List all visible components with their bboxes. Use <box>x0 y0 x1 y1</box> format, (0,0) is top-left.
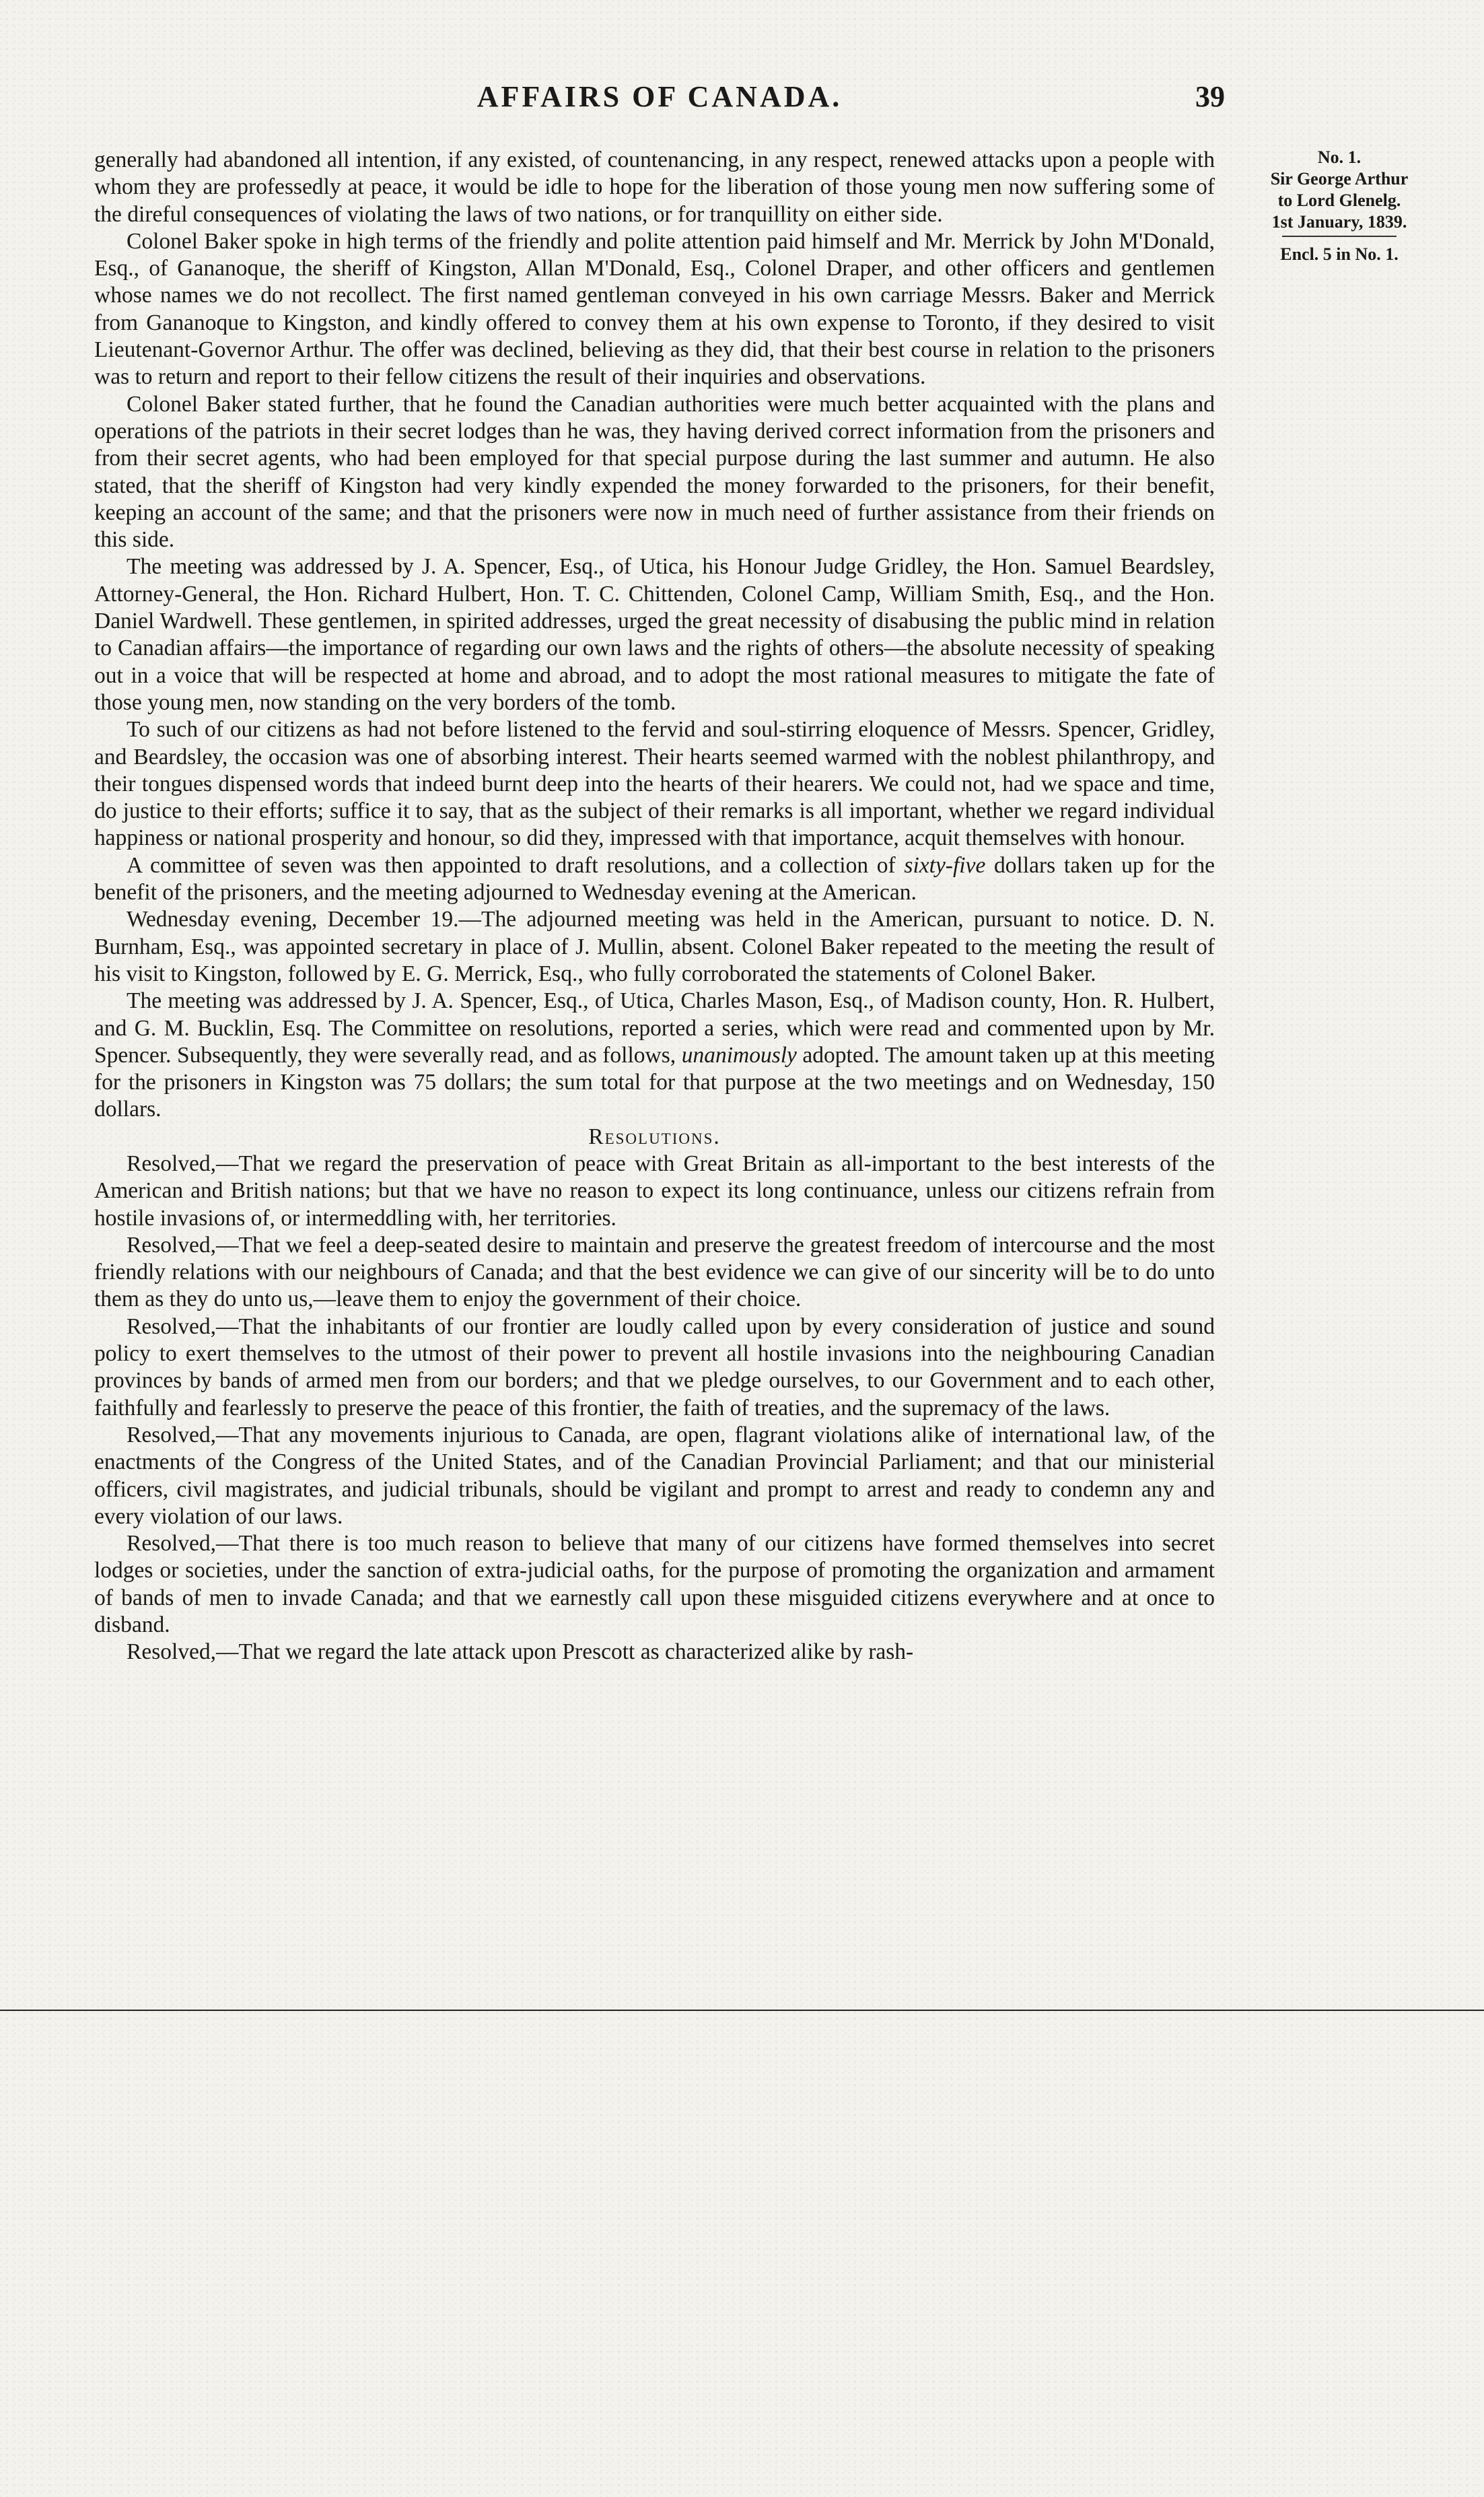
paragraph-8-text-a: The meeting was addressed by J. A. Spencer, Esq., of Utica, Charles Mason, Esq., of Madison county, Hon. R. Hulbert, and G. M. Bucklin, Esq. The Committee on resolutions, reported a series, which were read and commented upon by Mr. Spencer. Subsequently, they were severally read, and as follows, <box>94 988 1215 1068</box>
running-head: AFFAIRS OF CANADA. <box>476 80 843 113</box>
paragraph-8-emphasis: unanimously <box>681 1042 797 1068</box>
paragraph-6-text-b: dollars taken up for the benefit of the prisoners, and the meeting adjourned to Wednesday evening at the American. <box>94 852 1215 905</box>
margin-from-to-line-2: to Lord Glenelg. <box>1277 191 1401 210</box>
paragraph-4: The meeting was addressed by J. A. Spencer, Esq., of Utica, his Honour Judge Gridley, the Hon. Samuel Beardsley, Attorney-General, the Hon. Richard Hulbert, Hon. T. C. Chittenden, Colonel Camp, William Smith, Esq., and the Hon. Daniel Wardwell. These gentlemen, in spirited addresses, urged the great necessity of disabusing the public mind in relation to Canadian affairs—the importance of regarding our own laws and the rights of others—the absolute necessity of speaking out in a voice that will be respected at home and abroad, and to adopt the most rational measures to mitigate the fate of those young men, now standing on the very borders of the tomb. <box>94 554 1215 715</box>
section-divider <box>0 2010 1484 2011</box>
paragraph-1: generally had abandoned all intention, if any existed, of countenancing, in any respect, renewed attacks upon a people with whom they are professedly at peace, it would be idle to hope for the liberation of those young men now suffering some of the direful consequences of violating the laws of two nations, or for tranquillity on either side. <box>94 147 1215 227</box>
resolution-1: Resolved,—That we regard the preservation of peace with Great Britain as all-important to the best interests of the American and British nations; but that we have no reason to expect its long continuance, unless our citizens refrain from hostile invasions of, or intermeddling with, her territories. <box>94 1151 1215 1231</box>
paragraph-2: Colonel Baker spoke in high terms of the friendly and polite attention paid himself and Mr. Merrick by John M'Donald, Esq., of Gananoque, the sheriff of Kingston, Allan M'Donald, Esq., Colonel Draper, and other officers and gentlemen whose names we do not recollect. The first named gentleman conveyed in his own carriage Messrs. Baker and Merrick from Gananoque to Kingston, and kindly offered to convey them at his own expense to Toronto, if they desired to visit Lieutenant-Governor Arthur. The offer was declined, believing as they did, that their best course in relation to the prisoners was to return and report to their fellow citizens the result of their inquiries and observations. <box>94 228 1215 390</box>
margin-rule <box>1282 236 1397 237</box>
body-text <box>94 147 1215 1666</box>
page-header <box>94 79 1225 127</box>
page-number: 39 <box>1195 80 1225 113</box>
paragraph-6-emphasis: sixty-five <box>904 852 986 878</box>
margin-enclosure: Encl. 5 in No. 1. <box>1280 244 1399 264</box>
paragraph-6 <box>94 852 1215 907</box>
resolution-5: Resolved,—That there is too much reason to believe that many of our citizens have formed themselves into secret lodges or societies, under the sanction of extra-judicial oaths, for the purpose of promoting the organization and armament of bands of men to invade Canada; and that we earnestly call upon these misguided citizens everywhere and at once to disband. <box>94 1531 1215 1638</box>
resolution-6: Resolved,—That we regard the late attack upon Prescott as characterized alike by rash- <box>127 1639 914 1665</box>
resolution-2: Resolved,—That we feel a deep-seated desire to maintain and preserve the greatest freedom of intercourse and the most friendly relations with our neighbours of Canada; and that the best evidence we can give of our sincerity will be to do unto them as they do unto us,—leave them to enjoy the government of their choice. <box>94 1232 1215 1312</box>
paragraph-6-text-a: A committee of seven was then appointed to draft resolutions, and a collection of <box>127 852 905 878</box>
paragraph-8-text-b: adopted. The amount taken up at this meeting for the prisoners in Kingston was 75 dollars; the sum total for that purpose at the two meetings and on Wednesday, 150 dollars. <box>94 1042 1215 1122</box>
resolution-4: Resolved,—That any movements injurious to Canada, are open, flagrant violations alike of international law, of the enactments of the Congress of the United States, and of the Canadian Provincial Parliament; and that our ministerial officers, civil magistrates, and judicial tribunals, should be vigilant and prompt to arrest and ready to condemn any and every violation of our laws. <box>94 1422 1215 1529</box>
paragraph-7: Wednesday evening, December 19.—The adjourned meeting was held in the American, pursuant to notice. D. N. Burnham, Esq., was appointed secretary in place of J. Mullin, absent. Colonel Baker repeated to the meeting the result of his visit to Kingston, followed by E. G. Merrick, Esq., who fully corroborated the statements of Colonel Baker. <box>94 907 1215 986</box>
margin-from-to-line-1: Sir George Arthur <box>1270 169 1409 189</box>
paragraph-3: Colonel Baker stated further, that he found the Canadian authorities were much better acquainted with the plans and operations of the patriots in their secret lodges than he was, they having derived correct information from the prisoners and from their secret agents, who had been employed for that special purpose during the last summer and autumn. He also stated, that the sheriff of Kingston had very kindly expended the money forwarded to the prisoners, for their benefit, keeping an account of the same; and that the prisoners were now in much need of further assistance from their friends on this side. <box>94 391 1215 553</box>
resolution-3: Resolved,—That the inhabitants of our frontier are loudly called upon by every consideration of justice and sound policy to exert themselves to the utmost of their power to prevent all hostile invasions into the neighbouring Canadian provinces by bands of armed men from our borders; and that we pledge ourselves, to our Government and to each other, faithfully and fearlessly to preserve the peace of this frontier, the faith of treaties, and the supremacy of the laws. <box>94 1313 1215 1421</box>
margin-doc-number: No. 1. <box>1317 147 1362 167</box>
paragraph-5: To such of our citizens as had not before listened to the fervid and soul-stirring eloquence of Messrs. Spencer, Gridley, and Beardsley, the occasion was one of absorbing interest. Their hearts seemed warmed with the noblest philanthropy, and their tongues dispensed words that indeed burnt deep into the hearts of their hearers. We could not, had we space and time, do justice to their efforts; suffice it to say, that as the subject of their remarks is all important, whether we regard individual happiness or national prosperity and honour, so did they, impressed with that importance, acquit themselves with honour. <box>94 717 1215 851</box>
margin-note <box>1218 147 1460 265</box>
paragraph-8 <box>94 988 1215 1123</box>
resolutions-heading: Resolutions. <box>588 1124 721 1149</box>
margin-date: 1st January, 1839. <box>1271 212 1407 232</box>
